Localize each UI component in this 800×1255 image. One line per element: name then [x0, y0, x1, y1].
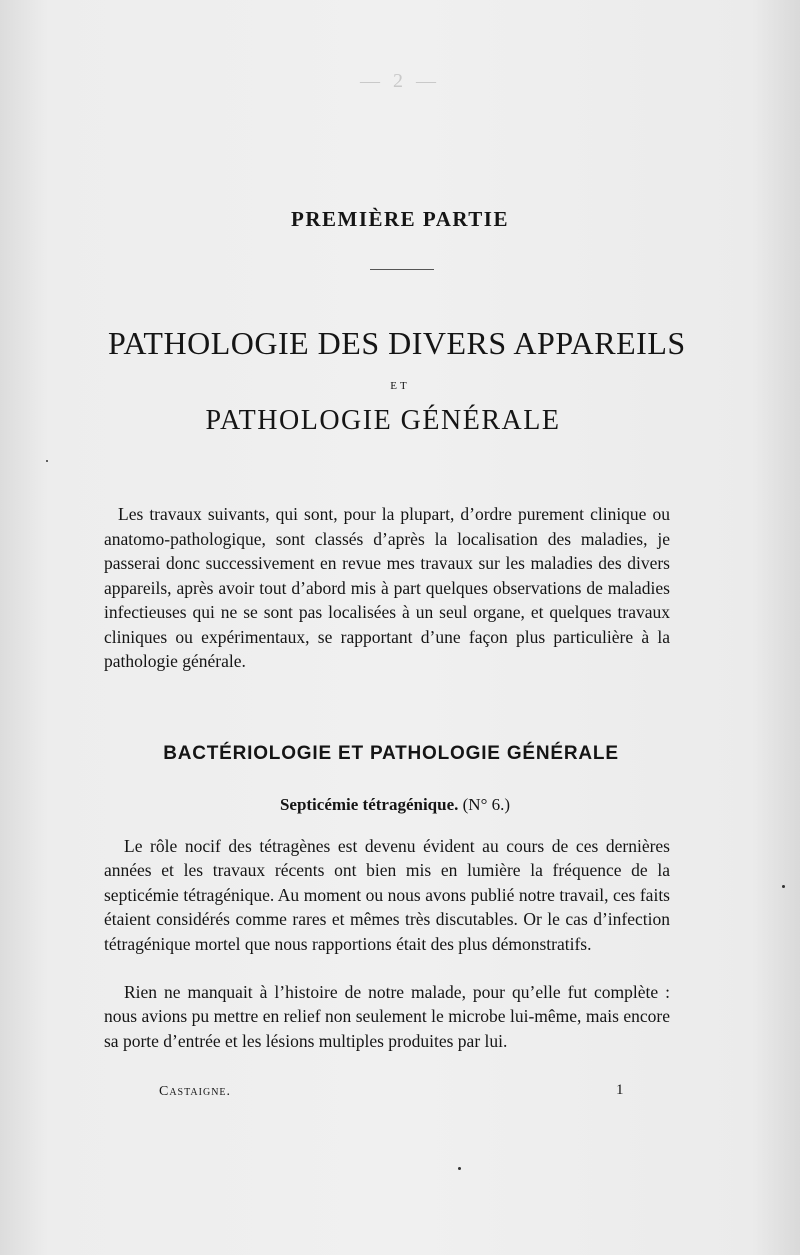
body-paragraph-1: Le rôle nocif des tétragènes est devenu évident au cours de ces dernières années et les travaux récents ont bien mis en lumière la fréquence de la septicémie tétragénique. Au moment ou nous avons publié notre travail, ces faits étaient considérés comme rares et mêmes très discutables. Or le cas d’infection tétragénique mortel que nous rapportions était des plus démonstratifs. [104, 836, 670, 954]
sub-title: PATHOLOGIE GÉNÉRALE [205, 405, 561, 436]
footer-signature: Castaigne. [159, 1084, 232, 1099]
body-paragraph-2: Rien ne manquait à l’histoire de notre malade, pour qu’elle fut complète : nous avions pu mettre en relief non seulement le microbe lui-même, mais encore sa porte d’entrée et les lésions multiples produites par lui. [104, 982, 670, 1051]
section-subheading-reference: (N° 6.) [462, 795, 511, 814]
ghost-page-number: — 2 — [360, 70, 440, 92]
section-subheading [0, 795, 790, 815]
section-heading: BACTÉRIOLOGIE ET PATHOLOGIE GÉNÉRALE [163, 743, 619, 764]
main-title: PATHOLOGIE DES DIVERS APPAREILS [108, 325, 686, 361]
intro-paragraph: Les travaux suivants, qui sont, pour la plupart, d’ordre purement clinique ou anatomo-pathologique, sont classés d’après la localisation des maladies, je passerai donc successivement en revue mes travaux sur les maladies des divers appareils, après avoir tout d’abord mis à part quelques observations de maladies infectieuses qui ne se sont pas localisées à un seul organe, et quelques travaux cliniques ou expérimentaux, se rapportant d’une façon plus particulière à la pathologie générale. [104, 504, 670, 671]
ink-speck [458, 1167, 461, 1170]
section-subheading-title: Septicémie tétragénique. [279, 795, 459, 814]
title-conjunction: ET [390, 380, 410, 392]
ink-speck [46, 460, 48, 462]
title-divider [370, 269, 434, 270]
ink-speck [782, 885, 785, 888]
footer-sheet-number: 1 [616, 1082, 624, 1098]
part-title: PREMIÈRE PARTIE [291, 207, 509, 231]
